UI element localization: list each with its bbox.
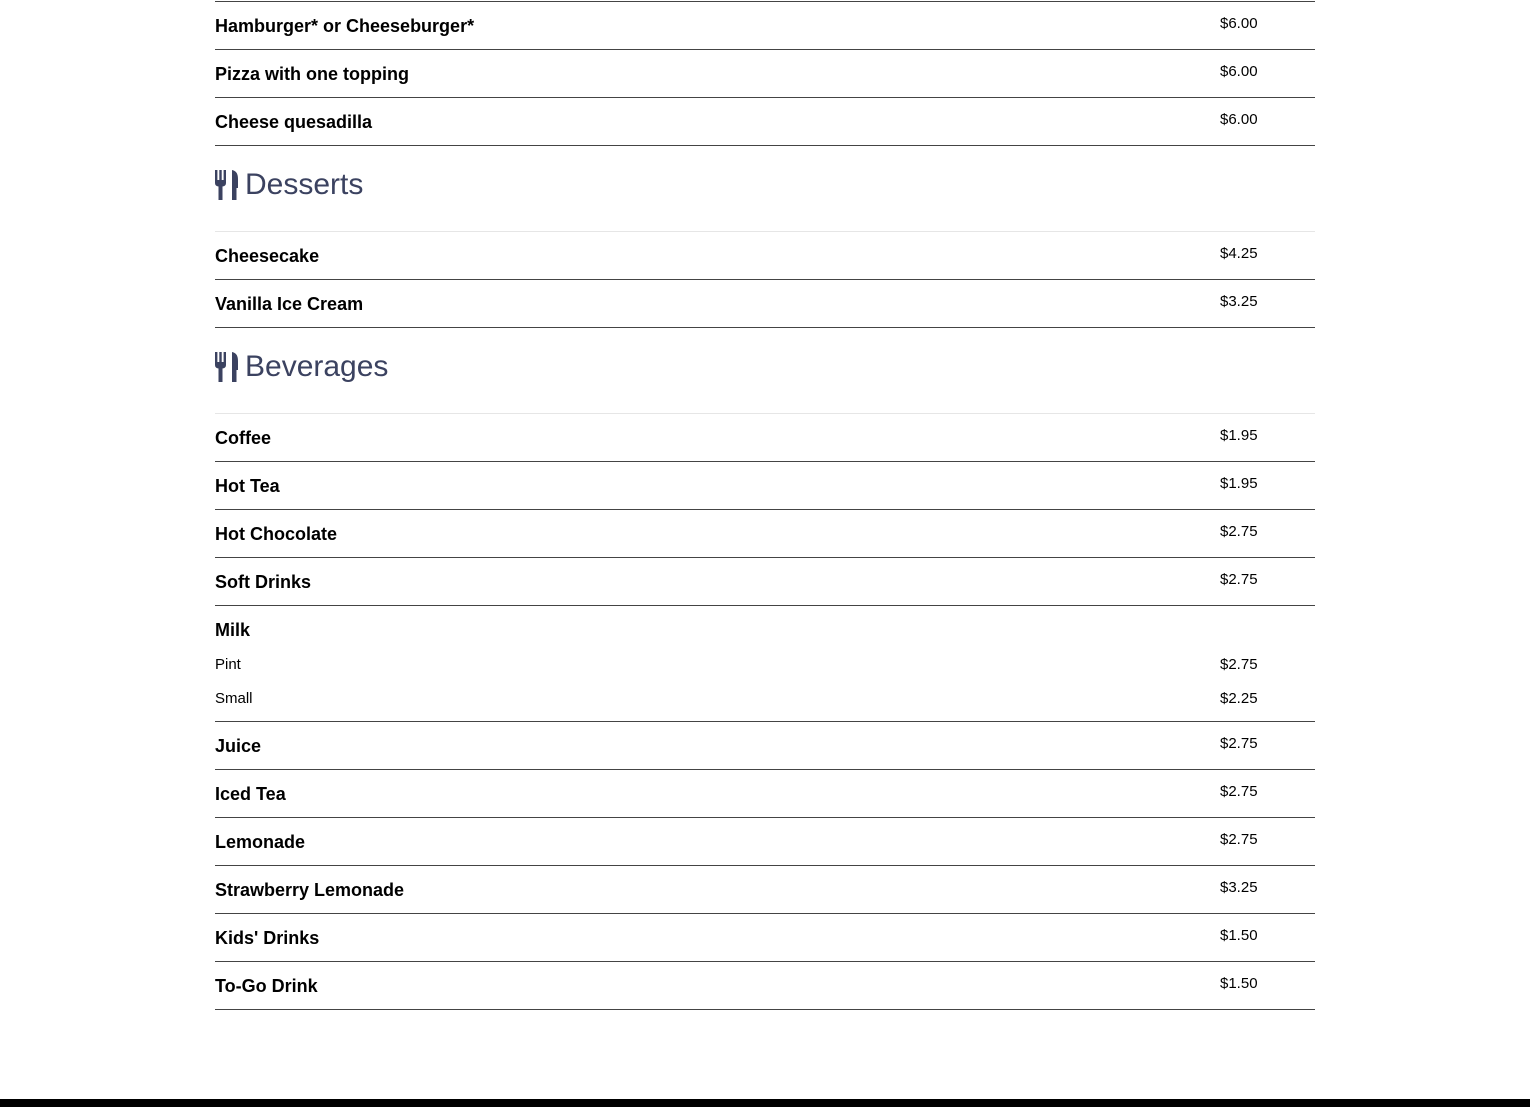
item-name: Coffee	[215, 428, 272, 448]
item-name: Lemonade	[215, 832, 306, 852]
menu-item	[215, 2, 1315, 50]
menu-item	[215, 50, 1315, 98]
item-price: $1.50	[1220, 975, 1258, 992]
item-price: $2.75	[1220, 831, 1258, 848]
beverages-section-header	[215, 328, 1315, 414]
menu-item	[215, 414, 1315, 462]
item-name: Kids' Drinks	[215, 928, 320, 948]
menu-item	[215, 280, 1315, 328]
item-price: $1.95	[1220, 427, 1258, 444]
menu-item	[215, 962, 1315, 1010]
item-price: $2.75	[1220, 735, 1258, 752]
menu-item	[215, 510, 1315, 558]
size-name: Pint	[215, 656, 241, 673]
menu-item-milk	[215, 606, 1315, 722]
item-price: $6.00	[1220, 15, 1258, 32]
menu-item	[215, 770, 1315, 818]
size-price: $2.75	[1220, 656, 1258, 673]
item-name: Cheese quesadilla	[215, 112, 373, 132]
item-name: Pizza with one topping	[215, 64, 409, 84]
section-title	[215, 168, 363, 202]
item-name: Cheesecake	[215, 246, 320, 266]
size-option	[215, 690, 1315, 710]
item-name: Hamburger* or Cheeseburger*	[215, 16, 475, 36]
item-price: $6.00	[1220, 111, 1258, 128]
section-title	[215, 350, 388, 384]
menu-item	[215, 558, 1315, 606]
item-name: Hot Chocolate	[215, 524, 338, 544]
item-name: Vanilla Ice Cream	[215, 294, 364, 314]
item-price: $3.25	[1220, 293, 1258, 310]
menu-item	[215, 818, 1315, 866]
item-price: $1.50	[1220, 927, 1258, 944]
size-option	[215, 656, 1315, 676]
item-price: $4.25	[1220, 245, 1258, 262]
item-price: $6.00	[1220, 63, 1258, 80]
item-price: $2.75	[1220, 783, 1258, 800]
menu-item	[215, 98, 1315, 146]
item-name: To-Go Drink	[215, 976, 318, 996]
item-name: Iced Tea	[215, 784, 286, 804]
item-price: $3.25	[1220, 879, 1258, 896]
menu-item	[215, 914, 1315, 962]
menu-item	[215, 866, 1315, 914]
item-name: Milk	[215, 620, 251, 640]
menu-list	[215, 0, 1315, 1010]
item-price: $1.95	[1220, 475, 1258, 492]
item-price: $2.75	[1220, 523, 1258, 540]
item-name: Hot Tea	[215, 476, 280, 496]
size-price: $2.25	[1220, 690, 1258, 707]
footer-bar	[0, 1099, 1530, 1107]
menu-item	[215, 722, 1315, 770]
menu-item	[215, 232, 1315, 280]
utensils-icon	[215, 352, 238, 382]
section-title-text: Beverages	[245, 350, 389, 383]
utensils-icon	[215, 170, 238, 200]
menu-item	[215, 462, 1315, 510]
item-price: $2.75	[1220, 571, 1258, 588]
item-name: Strawberry Lemonade	[215, 880, 405, 900]
section-title-text: Desserts	[245, 168, 364, 201]
item-name: Soft Drinks	[215, 572, 312, 592]
item-name: Juice	[215, 736, 262, 756]
desserts-section-header	[215, 146, 1315, 232]
size-name: Small	[215, 690, 253, 707]
